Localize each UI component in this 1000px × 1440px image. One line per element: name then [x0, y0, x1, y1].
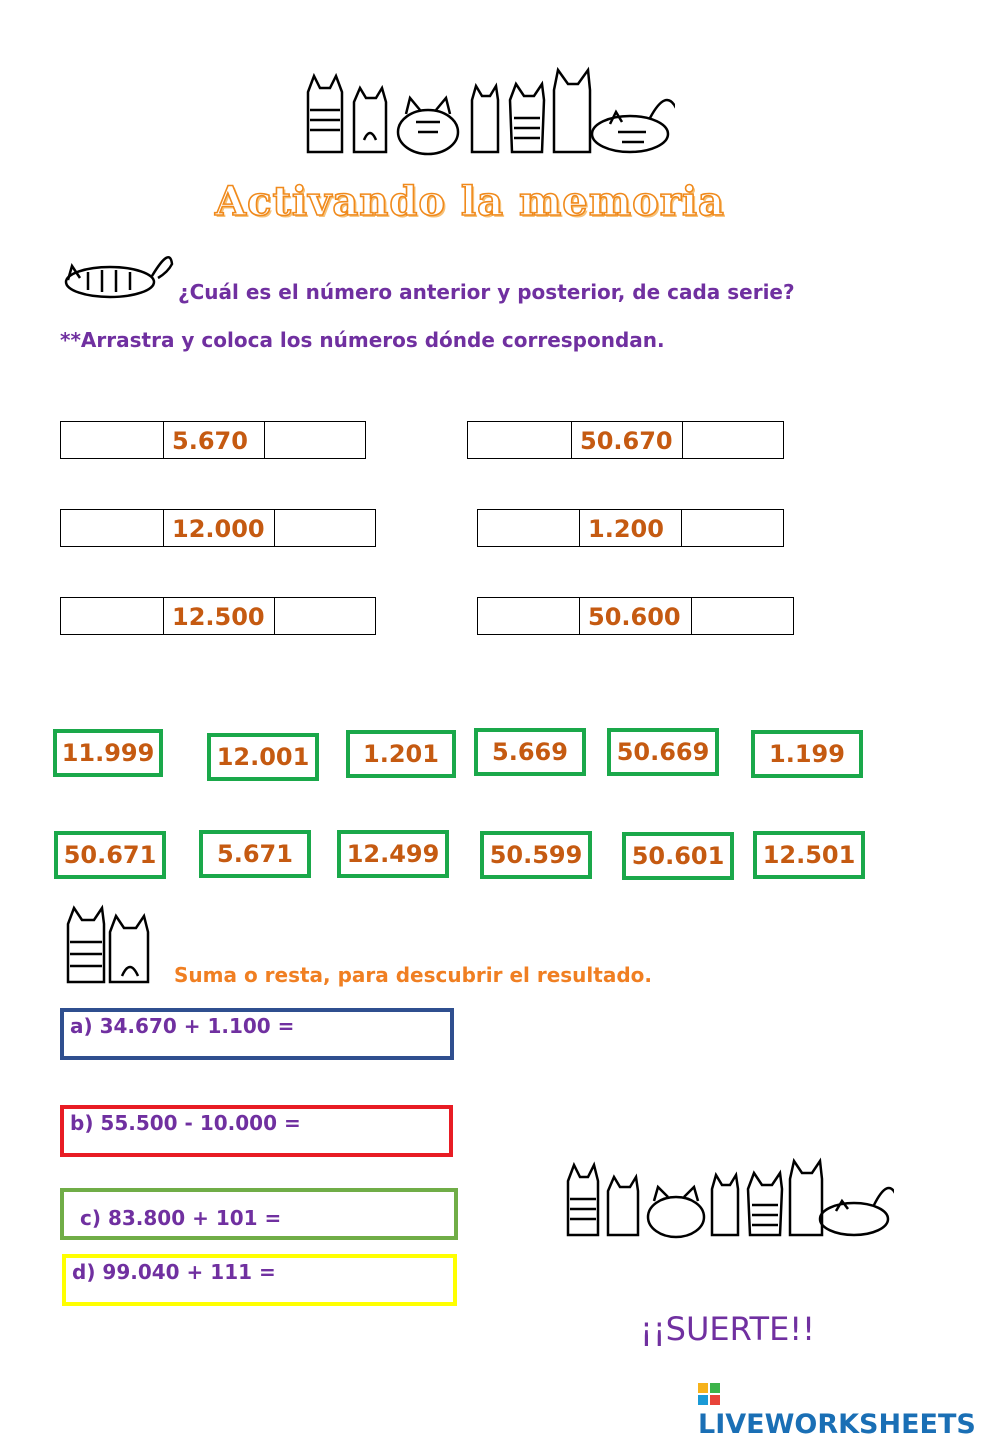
- drop-slot-before[interactable]: [468, 422, 572, 458]
- drop-slot-before[interactable]: [61, 510, 164, 546]
- draggable-number-tile[interactable]: 1.199: [751, 730, 863, 778]
- drop-slot-after[interactable]: [265, 422, 365, 458]
- drop-slot-before[interactable]: [61, 422, 164, 458]
- drop-slot-after[interactable]: [682, 510, 783, 546]
- draggable-number-tile[interactable]: 12.499: [337, 830, 449, 878]
- series-row: [60, 509, 376, 547]
- drop-slot-before[interactable]: [61, 598, 164, 634]
- closing-message: ¡¡SUERTE!!: [640, 1310, 815, 1348]
- cats-illustration-top: [300, 62, 675, 158]
- series-row: [477, 597, 794, 635]
- cats-illustration-bottom: [562, 1155, 894, 1241]
- series-row: [467, 421, 784, 459]
- drop-slot-after[interactable]: [683, 422, 783, 458]
- drop-slot-after[interactable]: [692, 598, 793, 634]
- draggable-number-tile[interactable]: 50.599: [480, 831, 592, 879]
- liveworksheets-logo-icon: [698, 1383, 720, 1405]
- draggable-number-tile[interactable]: 12.001: [207, 733, 319, 781]
- sum-answer-box-d[interactable]: [62, 1254, 457, 1306]
- series-number: 12.500: [164, 598, 275, 634]
- draggable-number-tile[interactable]: 5.669: [474, 728, 586, 776]
- sleeping-cat-icon: [58, 250, 176, 300]
- draggable-number-tile[interactable]: 12.501: [753, 831, 865, 879]
- draggable-number-tile[interactable]: 50.671: [54, 831, 166, 879]
- drop-slot-before[interactable]: [478, 598, 580, 634]
- sum-label: b) 55.500 - 10.000 =: [70, 1111, 301, 1135]
- series-number: 5.670: [164, 422, 265, 458]
- series-number: 12.000: [164, 510, 275, 546]
- draggable-number-tile[interactable]: 5.671: [199, 830, 311, 878]
- draggable-number-tile[interactable]: 50.601: [622, 832, 734, 880]
- drag-instruction: **Arrastra y coloca los números dónde correspondan.: [60, 328, 665, 352]
- two-cats-icon: [60, 902, 158, 984]
- draggable-number-tile[interactable]: 11.999: [53, 729, 163, 777]
- drop-slot-after[interactable]: [275, 598, 375, 634]
- footer-brand: [698, 1378, 1000, 1440]
- footer-brand-text: LIVEWORKSHEETS: [698, 1409, 976, 1440]
- sum-answer-box-a[interactable]: [60, 1008, 454, 1060]
- series-row: [477, 509, 784, 547]
- sums-instruction: Suma o resta, para descubrir el resultado.: [174, 963, 652, 987]
- sum-label: c) 83.800 + 101 =: [80, 1206, 282, 1230]
- draggable-number-tile[interactable]: 50.669: [607, 728, 719, 776]
- series-number: 50.600: [580, 598, 692, 634]
- page-title: Activando la memoria: [215, 178, 725, 225]
- drop-slot-after[interactable]: [275, 510, 375, 546]
- series-number: 50.670: [572, 422, 683, 458]
- series-row: [60, 597, 376, 635]
- series-row: [60, 421, 366, 459]
- draggable-number-tile[interactable]: 1.201: [346, 730, 456, 778]
- drop-slot-before[interactable]: [478, 510, 580, 546]
- sum-label: a) 34.670 + 1.100 =: [70, 1014, 295, 1038]
- sum-answer-box-c[interactable]: [60, 1188, 458, 1240]
- question-text: ¿Cuál es el número anterior y posterior, de cada serie?: [178, 280, 795, 304]
- sum-label: d) 99.040 + 111 =: [72, 1260, 276, 1284]
- series-number: 1.200: [580, 510, 682, 546]
- sum-answer-box-b[interactable]: [60, 1105, 453, 1157]
